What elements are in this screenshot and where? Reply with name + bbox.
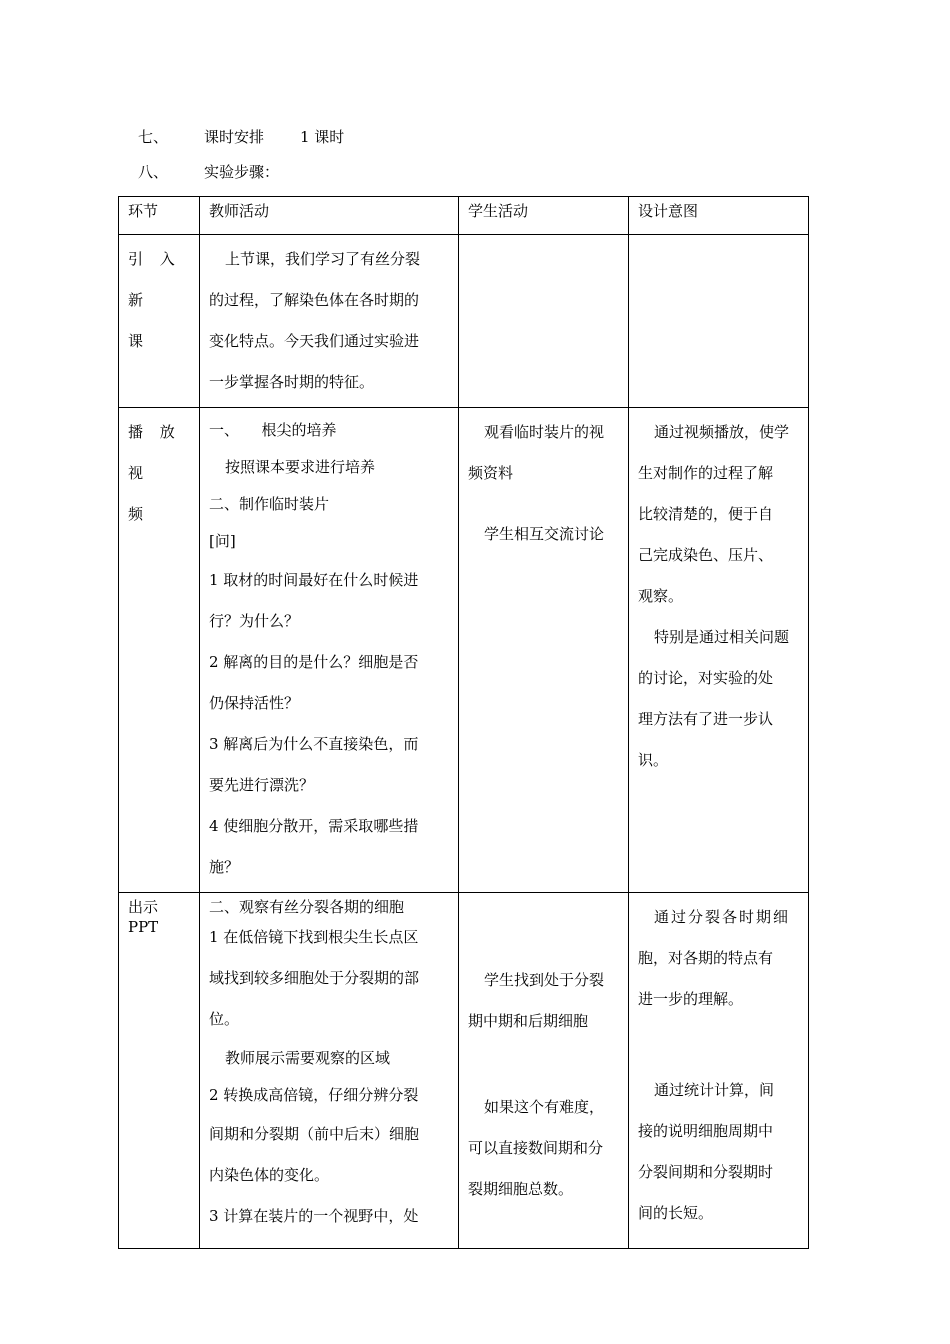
intent-text: 接的说明细胞周期中 bbox=[638, 1122, 774, 1140]
teacher-text: 行？为什么？ bbox=[209, 612, 300, 630]
student-text: 学生相互交流讨论 bbox=[484, 525, 605, 543]
table-row bbox=[119, 235, 809, 408]
header-stage: 环节 bbox=[119, 197, 200, 235]
intent-cell bbox=[629, 235, 809, 408]
teacher-text: 的过程，了解染色体在各时期的 bbox=[209, 291, 420, 309]
teacher-cell bbox=[200, 235, 459, 408]
teacher-text: 要先进行漂洗？ bbox=[209, 776, 315, 794]
teacher-text: 二、制作临时装片 bbox=[209, 495, 330, 513]
teacher-text: 仍保持活性？ bbox=[209, 694, 300, 712]
teacher-text: 1 在低倍镜下找到根尖生长点区 bbox=[209, 928, 419, 946]
student-text: 频资料 bbox=[468, 464, 514, 482]
intent-text: 通过视频播放，使学 bbox=[654, 423, 790, 441]
teacher-text: 2 解离的目的是什么？细胞是否 bbox=[209, 653, 419, 671]
stage-text: 课 bbox=[128, 332, 144, 350]
teacher-text: 间期和分裂期（前中后末）细胞 bbox=[209, 1125, 420, 1143]
stage-text: 引 入 新 bbox=[128, 250, 181, 309]
stage-text: 播 放 视 bbox=[128, 423, 181, 482]
table-row bbox=[119, 893, 809, 1249]
teacher-text: [问] bbox=[209, 532, 236, 550]
teacher-text: 2 转换成高倍镜，仔细分辨分裂 bbox=[209, 1086, 419, 1104]
student-text: 如果这个有难度， bbox=[484, 1098, 605, 1116]
student-cell bbox=[459, 408, 629, 893]
student-text: 学生找到处于分裂 bbox=[484, 971, 605, 989]
teacher-cell bbox=[200, 408, 459, 893]
section-title: 实验步骤： bbox=[204, 163, 280, 181]
intent-cell bbox=[629, 893, 809, 1249]
intent-text: 观察。 bbox=[638, 587, 684, 605]
experiment-steps-table bbox=[118, 196, 809, 1249]
intent-text: 通过统计计算，间 bbox=[654, 1081, 775, 1099]
stage-text: 频 bbox=[128, 505, 144, 523]
header-intent: 设计意图 bbox=[629, 197, 809, 235]
section-number: 七、 bbox=[138, 128, 169, 146]
teacher-text: 二、观察有丝分裂各期的细胞 bbox=[209, 898, 405, 916]
header-student: 学生活动 bbox=[459, 197, 629, 235]
teacher-text: 上节课，我们学习了有丝分裂 bbox=[225, 250, 421, 268]
teacher-text: 变化特点。今天我们通过实验进 bbox=[209, 332, 420, 350]
table-header-row bbox=[119, 197, 809, 235]
intent-text: 通过分裂各时期细 bbox=[654, 908, 791, 926]
stage-cell bbox=[119, 408, 200, 893]
stage-cell bbox=[119, 235, 200, 408]
student-cell bbox=[459, 235, 629, 408]
section-number: 八、 bbox=[138, 163, 169, 181]
teacher-text: 一、 根尖的培养 bbox=[209, 421, 337, 439]
intent-text: 间的长短。 bbox=[638, 1204, 714, 1222]
intent-text: 识。 bbox=[638, 751, 669, 769]
section-value: 1 课时 bbox=[300, 128, 345, 146]
intent-text: 生对制作的过程了解 bbox=[638, 464, 774, 482]
student-text: 裂期细胞总数。 bbox=[468, 1180, 574, 1198]
section-title: 课时安排 bbox=[204, 128, 265, 146]
table-row bbox=[119, 408, 809, 893]
teacher-text: 位。 bbox=[209, 1010, 240, 1028]
teacher-text: 内染色体的变化。 bbox=[209, 1166, 330, 1184]
teacher-text: 施？ bbox=[209, 858, 240, 876]
intent-cell bbox=[629, 408, 809, 893]
teacher-text: 3 计算在装片的一个视野中，处 bbox=[209, 1207, 419, 1225]
teacher-text: 3 解离后为什么不直接染色，而 bbox=[209, 735, 419, 753]
intent-text: 的讨论，对实验的处 bbox=[638, 669, 774, 687]
intent-text: 特别是通过相关问题 bbox=[654, 628, 790, 646]
intent-text: 己完成染色、压片、 bbox=[638, 546, 774, 564]
student-text: 可以直接数间期和分 bbox=[468, 1139, 604, 1157]
teacher-text: 域找到较多细胞处于分裂期的部 bbox=[209, 969, 420, 987]
teacher-cell bbox=[200, 893, 459, 1249]
student-text: 观看临时装片的视 bbox=[484, 423, 605, 441]
intent-text: 胞，对各期的特点有 bbox=[638, 949, 774, 967]
teacher-text: 按照课本要求进行培养 bbox=[225, 458, 376, 476]
intent-text: 进一步的理解。 bbox=[638, 990, 744, 1008]
teacher-text: 4 使细胞分散开，需采取哪些措 bbox=[209, 817, 419, 835]
intent-text: 分裂间期和分裂期时 bbox=[638, 1163, 774, 1181]
stage-cell bbox=[119, 893, 200, 1249]
intent-text: 比较清楚的，便于自 bbox=[638, 505, 774, 523]
intent-text: 理方法有了进一步认 bbox=[638, 710, 774, 728]
header-teacher: 教师活动 bbox=[200, 197, 459, 235]
student-cell bbox=[459, 893, 629, 1249]
student-text: 期中期和后期细胞 bbox=[468, 1012, 589, 1030]
stage-text: 出示 PPT bbox=[128, 898, 159, 936]
teacher-text: 一步掌握各时期的特征。 bbox=[209, 373, 375, 391]
teacher-text: 1 取材的时间最好在什么时候进 bbox=[209, 571, 419, 589]
teacher-text: 教师展示需要观察的区域 bbox=[225, 1049, 391, 1067]
